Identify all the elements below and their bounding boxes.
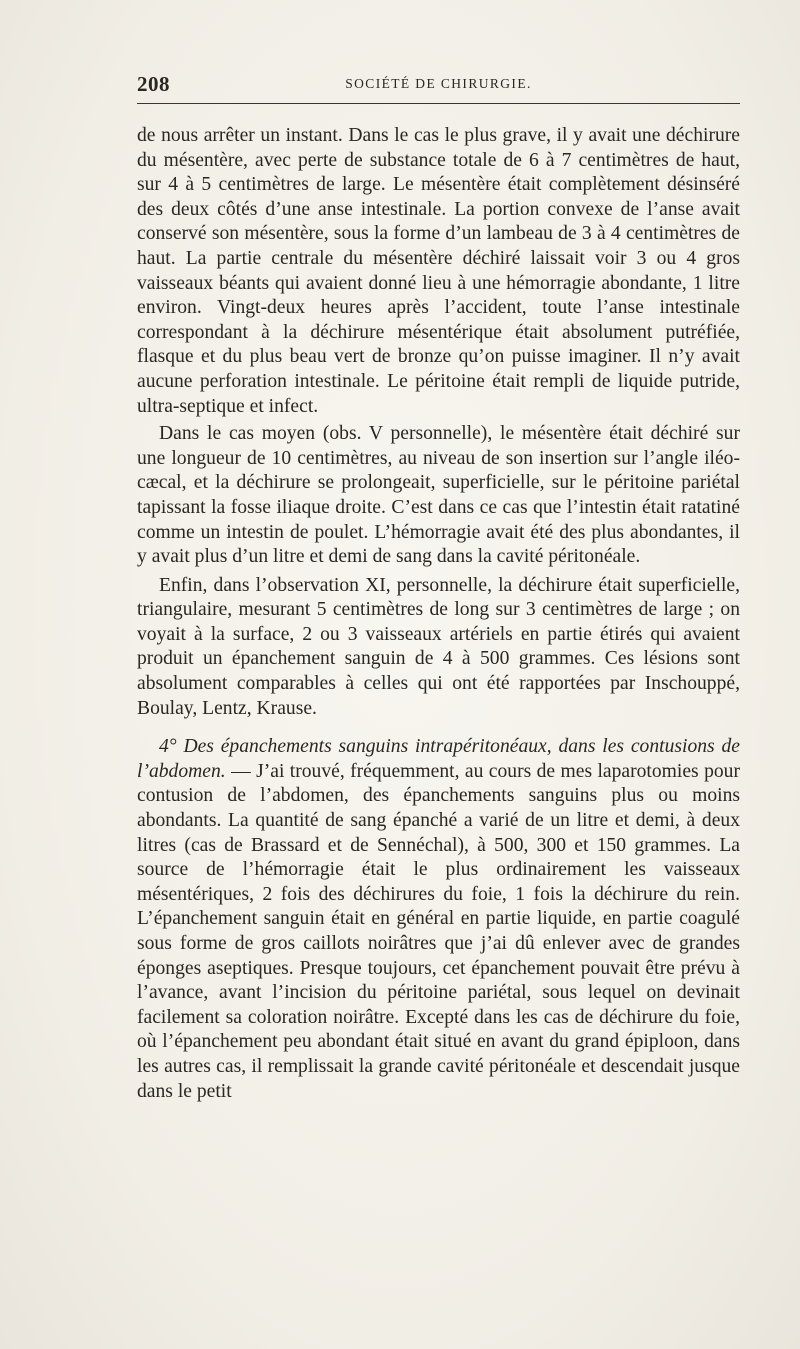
paragraph-moderate-case: Dans le cas moyen (obs. V personnelle), le mésentère était déchiré sur une longueur de 10 centimètres, au niveau de son insertion sur l’angle iléo-cæcal, et la déchirure se prolongeait, superficielle, sur le péritoine pariétal tapissant la fosse iliaque droite. C’est dans ce cas que l’intestin était ratatiné comme un intestin de poulet. L’hémorragie avait été des plus abondantes, il y avait plus d’un litre et demi de sang dans la cavité péritonéale.: [137, 423, 740, 568]
page-header: [137, 72, 740, 102]
paragraph-section-4: [137, 735, 740, 1104]
header-rule: [137, 103, 740, 104]
paragraph-continued: de nous arrêter un instant. Dans le cas le plus grave, il y avait une déchirure du mésentère, avec perte de substance totale de 6 à 7 centimètres de haut, sur 4 à 5 centimètres de large. Le mésentère était complètement désinséré des deux côtés d’une anse intestinale. La portion convexe de l’anse avait conservé son mésentère, sous la forme d’un lambeau de 3 à 4 centimètres de haut. La partie centrale du mésentère déchiré laissait voir 3 ou 4 gros vaisseaux béants qui avaient donné lieu à une hémorragie abondante, 1 litre environ. Vingt-deux heures après l’accident, toute l’anse intestinale correspondant à la déchirure mésentérique était absolument putréfiée, flasque et du plus beau vert de bronze qu’on puisse imaginer. Il n’y avait aucune perforation intestinale. Le péritoine était rempli de liquide putride, ultra-septique et infect.: [137, 125, 740, 417]
body-text: [137, 124, 740, 1104]
section-body: — J’ai trouvé, fréquemment, au cours de mes laparotomies pour contusion de l’abdomen, des épanchements sanguins plus ou moins abondants. La quantité de sang épanché a varié de un litre et demi, à deux litres (cas de Brassard et de Sennéchal), à 500, 300 et 150 grammes. La source de l’hémorragie était le plus ordinairement les vaisseaux mésentériques, 2 fois des déchirures du foie, 1 fois la déchirure du rein. L’épanchement sanguin était en général en partie liquide, en partie coagulé sous forme de gros caillots noirâtres que j’ai dû enlever avec de grandes éponges aseptiques. Presque toujours, cet épanchement pouvait être prévu à l’avance, avant l’incision du péritoine pariétal, sous lequel on devinait facilement sa coloration noirâtre. Excepté dans les cas de déchirure du foie, où l’épanchement peu abondant était situé en avant du grand épiploon, dans les autres cas, il remplissait la grande cavité péritonéale et descendait jusque dans le petit: [137, 760, 740, 1102]
running-head: SOCIÉTÉ DE CHIRURGIE.: [345, 76, 532, 91]
page-number: 208: [137, 72, 170, 96]
section-heading: 4° Des épanchements sanguins intrapéritonéaux, dans les contusions de l’abdomen.: [137, 736, 740, 782]
paragraph-observation-xi: Enfin, dans l’observation XI, personnelle, la déchirure était superficielle, triangulaire, mesurant 5 centimètres de long sur 3 centimètres de large ; on voyait à la surface, 2 ou 3 vaisseaux artériels en partie étirés qui avaient produit un épanchement sanguin de 4 à 500 grammes. Ces lésions sont absolument comparables à celles qui ont été rapportées par Inschouppé, Boulay, Lentz, Krause.: [137, 574, 740, 719]
